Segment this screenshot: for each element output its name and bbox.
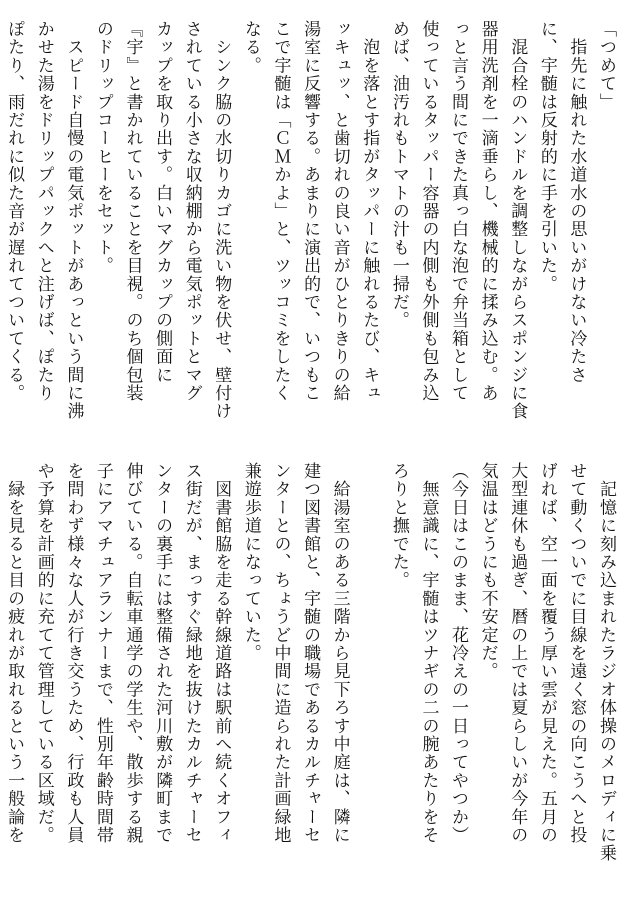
text-column: せて動くついでに目線を遠く窓の向こうへと投 bbox=[566, 462, 587, 845]
text-column: 伸びている。自転車通学の学生や、散歩する親 bbox=[122, 462, 143, 845]
text-column: スピード自慢の電気ポットがあっという間に沸 bbox=[63, 20, 84, 421]
text-column: ぽたり、雨だれに似た音が遅れてついてくる。 bbox=[4, 20, 25, 403]
text-column: 給湯室のある三階から見下ろす中庭は、隣に bbox=[329, 462, 350, 845]
text-column: カップを取り出す。白いマグカップの側面に bbox=[152, 20, 173, 384]
text-column: 使っているタッパー容器の内側も外側も包み込 bbox=[418, 20, 439, 403]
text-column: 指先に触れた水道水の思いがけない冷たさ bbox=[566, 20, 587, 384]
text-column: 建つ図書館と、宇髄の職場であるカルチャーセ bbox=[300, 462, 321, 845]
text-column: ろりと撫でた。 bbox=[388, 462, 409, 590]
text-column: なる。 bbox=[240, 20, 261, 75]
text-column: めば、油汚れもトマトの汁も一掃だ。 bbox=[388, 20, 409, 330]
text-column: 無意識に、宇髄はツナギの二の腕あたりをそ bbox=[418, 462, 439, 845]
text-column bbox=[354, 462, 384, 882]
text-column: げれば、空一面を覆う厚い雲が見えた。五月の bbox=[536, 462, 557, 845]
text-column: を問わず様々な人が行き交うため、行政も人員 bbox=[63, 462, 84, 845]
text-column: に、宇髄は反射的に手を引いた。 bbox=[536, 20, 557, 293]
text-column: こで宇髄は「ＣＭかよ」と、ツッコミをしたく bbox=[270, 20, 291, 403]
text-column: シンク脇の水切りカゴに洗い物を伏せ、壁付け bbox=[211, 20, 232, 421]
text-column: されている小さな収納棚から電気ポットとマグ bbox=[181, 20, 202, 403]
text-column: 大型連休も過ぎ、暦の上では夏らしいが今年の bbox=[507, 462, 528, 845]
bottom-text-block bbox=[4, 462, 620, 882]
text-column: ンターとの、ちょうど中間に造られた計画緑地 bbox=[270, 462, 291, 845]
text-column: 緑を見ると目の疲れが取れるという一般論を bbox=[4, 462, 25, 845]
text-column: 子にアマチュアランナーまで、性別年齢時間帯 bbox=[92, 462, 113, 845]
text-column: 湯室に反響する。あまりに演出的で、いつもこ bbox=[300, 20, 321, 403]
text-column: や予算を計画的に充てて管理している区域だ。 bbox=[33, 462, 54, 845]
text-column: 図書館脇を走る幹線道路は駅前へ続くオフィ bbox=[211, 462, 232, 845]
text-column: 泡を落とす指がタッパーに触れるたび、キュ bbox=[359, 20, 380, 403]
text-column: ンターの裏手には整備された河川敷が隣町まで bbox=[152, 462, 173, 845]
text-column: 『宇』と書かれていることを目視。のち個包装 bbox=[122, 20, 143, 403]
text-column: 「つめて」 bbox=[596, 20, 616, 111]
text-column: かせた湯をドリップパックへと注げば、ぽたり bbox=[33, 20, 54, 403]
text-column: のドリップコーヒーをセット。 bbox=[92, 20, 113, 275]
text-column: っと言う間にできた真っ白な泡で弁当箱として bbox=[448, 20, 469, 403]
text-column: （今日はこのまま、花冷えの一日ってやつか） bbox=[448, 462, 469, 845]
text-column: 混合栓のハンドルを調整しながらスポンジに食 bbox=[507, 20, 528, 421]
text-column: 記憶に刻み込まれたラジオ体操のメロディに乗 bbox=[596, 462, 616, 863]
text-column: 気温はどうにも不安定だ。 bbox=[477, 462, 498, 681]
text-column: 兼遊歩道になっていた。 bbox=[240, 462, 261, 663]
text-column: ス街だが、まっすぐ緑地を抜けたカルチャーセ bbox=[181, 462, 202, 845]
text-column: ッキュッ、と歯切れの良い音がひとりきりの給 bbox=[329, 20, 350, 403]
text-column: 器用洗剤を一滴垂らし、機械的に揉み込む。あ bbox=[477, 20, 498, 403]
top-text-block bbox=[4, 20, 620, 450]
